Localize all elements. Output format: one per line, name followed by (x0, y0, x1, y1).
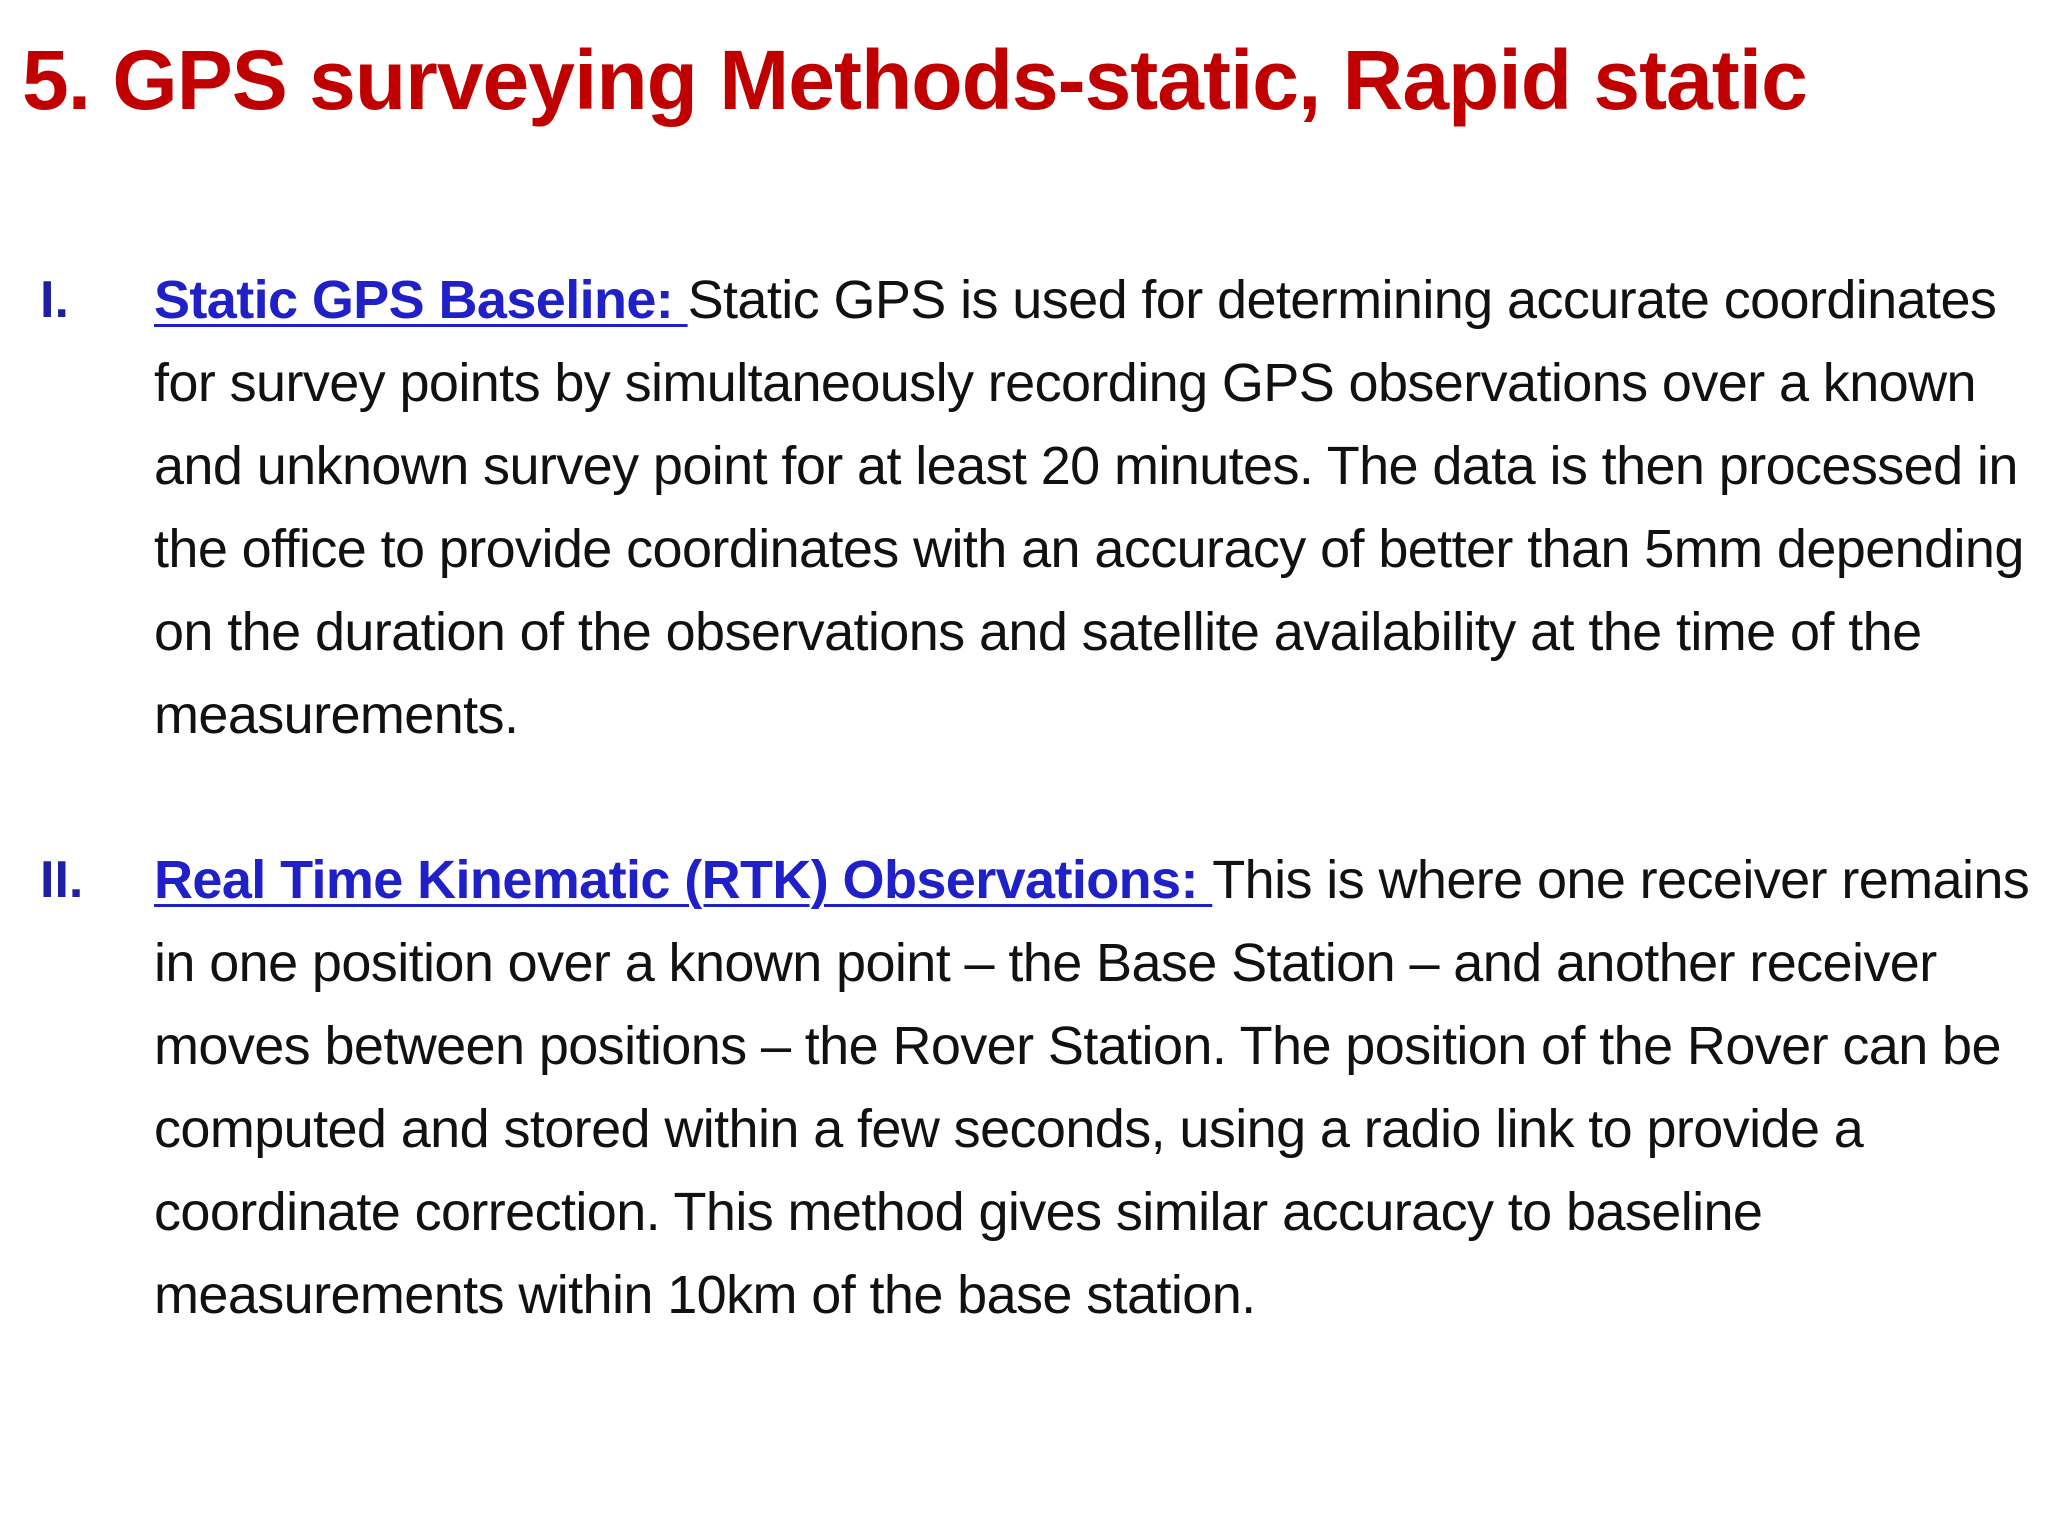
slide-title: 5. GPS surveying Methods-static, Rapid static (22, 33, 1807, 127)
static-gps-baseline-link[interactable]: Static GPS Baseline: (154, 270, 688, 330)
list-item-static-gps (0, 259, 2048, 757)
numbered-list (0, 205, 2048, 1391)
rtk-observations-link[interactable]: Real Time Kinematic (RTK) Observations: (154, 850, 1213, 910)
list-item-rtk (0, 839, 2048, 1337)
list-item-text (154, 839, 2034, 1337)
list-item-body: This is where one receiver remains in one position over a known point – the Base Station – and another receiver moves between positions – the Rover Station. The position of the Rover can be computed and stored within a few seconds, using a radio link to provide a coordinate correction. This method gives similar accuracy to baseline measurements within 10km of the base station. (154, 850, 2030, 1325)
list-item-body: Static GPS is used for determining accurate coordinates for survey points by simultaneously recording GPS observations over a known and unknown survey point for at least 20 minutes. The data is then processed in the office to provide coordinates with an accuracy of better than 5mm depending on the duration of the observations and satellite availability at the time of the measurements. (154, 270, 2024, 745)
list-item-text (154, 259, 2034, 757)
list-numeral: II. (40, 851, 84, 909)
list-numeral: I. (40, 271, 69, 329)
